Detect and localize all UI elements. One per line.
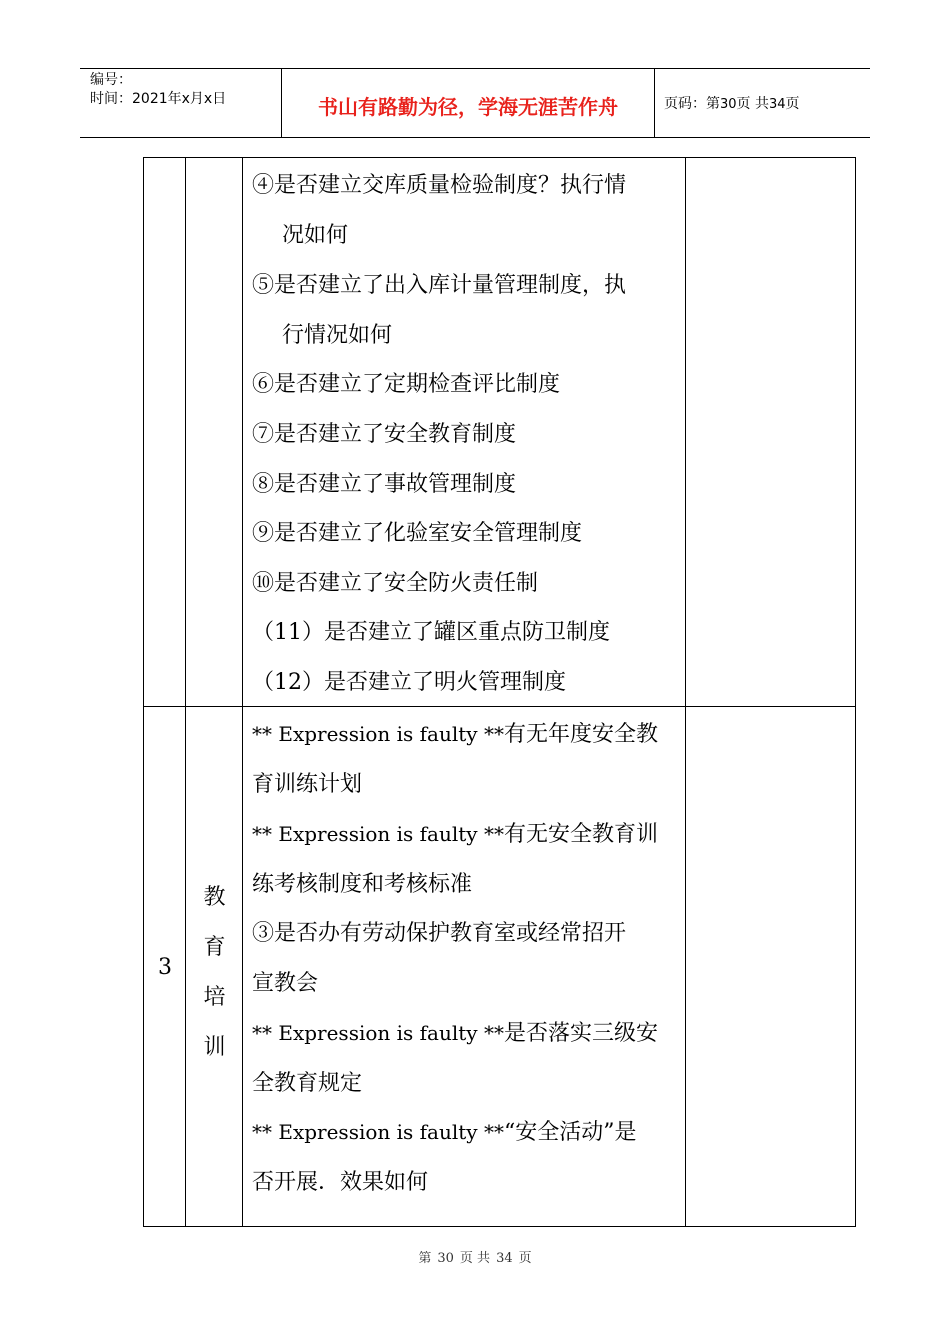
row-divider	[144, 706, 855, 707]
header-divider	[654, 69, 655, 137]
expression-error: ** Expression is faulty **	[252, 822, 504, 846]
line-text: ③是否办有劳动保护教育室或经常招开	[252, 921, 627, 946]
category-char: 训	[203, 1035, 226, 1060]
category-char: 教	[203, 885, 226, 910]
line-text: 育训练计划	[252, 772, 363, 797]
footer-mid: 页 共	[459, 1251, 491, 1266]
footer-prefix: 第	[418, 1251, 432, 1266]
row-number: 3	[158, 955, 172, 980]
expression-error: ** Expression is faulty **	[252, 722, 504, 746]
content-line	[252, 1068, 362, 1099]
header-page-info	[664, 93, 800, 113]
line-text: 有无年度安全教	[503, 722, 658, 747]
column-divider	[685, 158, 686, 1226]
page-current: 30	[720, 97, 737, 112]
content-line	[252, 769, 362, 800]
header-meta	[90, 71, 226, 109]
content-line: （11）是否建立了罐区重点防卫制度	[252, 620, 610, 645]
category-char: 培	[203, 985, 226, 1010]
content-line: ⑥是否建立了定期检查评比制度	[252, 372, 561, 397]
checklist-table	[143, 157, 856, 1227]
line-text: 宣教会	[252, 971, 319, 996]
time-label: 时间：2021年x月x日	[90, 91, 227, 107]
content-line	[252, 918, 626, 949]
line-text: “安全活动”是	[503, 1120, 637, 1145]
column-divider	[185, 158, 186, 1226]
page-header	[80, 68, 870, 138]
content-line: ⑤是否建立了出入库计量管理制度，执	[252, 273, 627, 298]
content-line	[252, 1117, 636, 1148]
content-line: ④是否建立交库质量检验制度？执行情	[252, 173, 627, 198]
line-text: 全教育规定	[252, 1071, 363, 1096]
content-line: 况如何	[282, 223, 349, 248]
content-line	[252, 1167, 428, 1198]
page-total: 34	[769, 97, 786, 112]
content-line: 行情况如何	[282, 323, 393, 348]
content-line: ⑧是否建立了事故管理制度	[252, 472, 517, 497]
footer-total: 34	[496, 1251, 513, 1266]
number-label: 编号：	[90, 72, 132, 88]
content-line	[252, 1018, 658, 1049]
content-line: ⑦是否建立了安全教育制度	[252, 422, 517, 447]
content-line: ⑨是否建立了化验室安全管理制度	[252, 521, 583, 546]
line-text: 有无安全教育训	[503, 822, 658, 847]
footer-current: 30	[437, 1251, 454, 1266]
content-line	[252, 819, 658, 850]
content-line: （12）是否建立了明火管理制度	[252, 670, 566, 695]
line-text: 否开展．效果如何	[252, 1170, 429, 1195]
content-line	[252, 869, 472, 900]
line-text: 练考核制度和考核标准	[252, 872, 473, 897]
page-label-suffix: 页	[785, 96, 800, 112]
category-char: 育	[203, 935, 226, 960]
content-line	[252, 968, 318, 999]
column-divider	[242, 158, 243, 1226]
expression-error: ** Expression is faulty **	[252, 1120, 504, 1144]
content-line	[252, 719, 658, 750]
content-line: ⑩是否建立了安全防火责任制	[252, 571, 539, 596]
page-footer	[0, 1247, 950, 1266]
line-text: 是否落实三级安	[503, 1021, 658, 1046]
footer-suffix: 页	[518, 1251, 532, 1266]
expression-error: ** Expression is faulty **	[252, 1021, 504, 1045]
page-label-prefix: 页码：第	[664, 96, 720, 112]
header-motto: 书山有路勤为径，学海无涯苦作舟	[318, 95, 618, 119]
page-label-mid: 页 共	[736, 96, 769, 112]
